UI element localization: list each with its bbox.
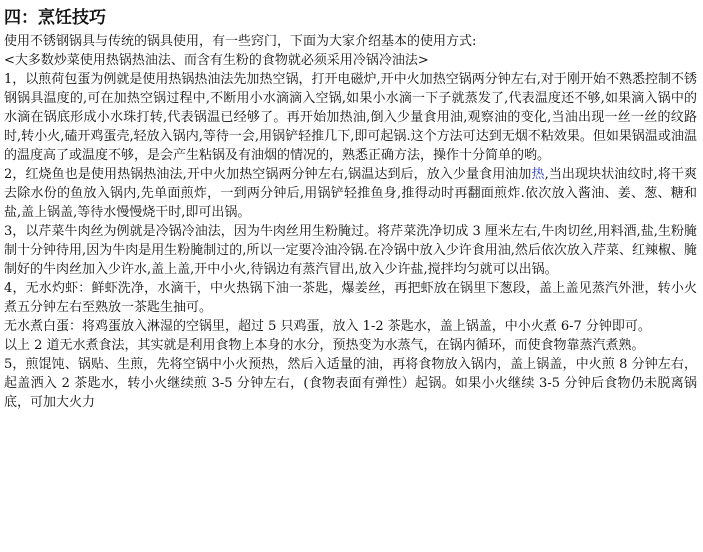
- rule-paragraph: <大多数炒菜使用热锅热油法、而含有生粉的食物就必须采用冷锅冷油法>: [4, 53, 429, 68]
- tip-paragraph-1: 1，以煎荷包蛋为例就是使用热锅热油法先加热空锅，打开电磁炉,开中火加热空锅两分钟左右,对于刚开始不熟悉控制不锈钢锅具温度的,可在加热空锅过程中,不断用小水滴滴入空锅,如果小水滴一下子就蒸发了,代表温度还不够,如果滴入锅中的水滴在锅底形成小水珠打转,代表锅温已经够了。再开始加热油,倒入少量食用油,观察油的变化,当油出现一丝一丝的纹路时,转小火,磕开鸡蛋壳,轻放入锅内,等待一会,用锅铲轻推几下,即可起锅.这个方法可达到无烟不粘效果。但如果锅温或油温的温度高了或温度不够，是会产生粘锅及有油烟的情况的，熟悉正确方法，操作十分简单的哟。: [4, 72, 697, 163]
- tip-paragraph-7: 5，煎馄饨、锅贴、生煎，先将空锅中小火预热，然后入适量的油，再将食物放入锅内，盖上锅盖，中火煎 8 分钟左右，起盖洒入 2 茶匙水，转小火继续煎 3-5 分钟左右，(食物表面有弹性）起锅。如果小火继续 3-5 分钟后食物仍未脱离锅底，可加大火力: [4, 357, 697, 410]
- tip-paragraph-5: 无水煮白蛋：将鸡蛋放入淋湿的空锅里，超过 5 只鸡蛋，放入 1-2 茶匙水，盖上锅盖，中小火煮 6-7 分钟即可。: [4, 319, 651, 334]
- tip-paragraph-3: 3，以芹菜牛肉丝为例就是冷锅冷油法，因为牛肉丝用生粉腌过。将芹菜洗净切成 3 厘米左右,牛肉切丝,用料酒,盐,生粉腌制十分钟待用,因为牛肉是用生粉腌制过的,所以一定要冷油冷锅.在冷锅中放入少许食用油,然后依次放入芹菜、红辣椒、腌制好的牛肉丝加入少许水,盖上盖,开中小火,待锅边有蒸汽冒出,放入少许盐,搅拌均匀就可以出锅。: [4, 224, 697, 277]
- document-body: [4, 4, 697, 412]
- tip-2-text-before: 2，红烧鱼也是使用热锅热油法,开中火加热空锅两分钟左右,锅温达到后，放入少量食用油加: [4, 167, 532, 182]
- section-heading: 四：烹饪技巧: [4, 8, 106, 28]
- tip-paragraph-6: 以上 2 道无水煮食法，其实就是利用食物上本身的水分，预热变为水蒸气，在锅内循环，而使食物靠蒸汽煮熟。: [4, 338, 645, 353]
- intro-paragraph: 使用不锈钢锅具与传统的锅具使用，有一些窍门，下面为大家介绍基本的使用方式:: [4, 34, 477, 49]
- tip-paragraph-4: 4，无水灼虾：鲜虾洗净，水滴干，中火热锅下油一茶匙，爆姜丝，再把虾放在锅里下葱段，盖上盖见蒸汽外泄，转小火煮五分钟左右至熟放一茶匙生抽可。: [4, 281, 697, 315]
- tip-2-text-after: ,当出现块状油纹时,将干爽去除水份的鱼放入锅内,先单面煎炸，一到两分钟后,用锅铲轻推鱼身,推得动时再翻面煎炸.依次放入酱油、姜、葱、糖和盐,盖上锅盖,等待水慢慢烧干时,即可出锅。: [4, 167, 698, 220]
- tip-paragraph-2: [4, 165, 697, 222]
- tip-2-highlight: 热: [531, 167, 545, 182]
